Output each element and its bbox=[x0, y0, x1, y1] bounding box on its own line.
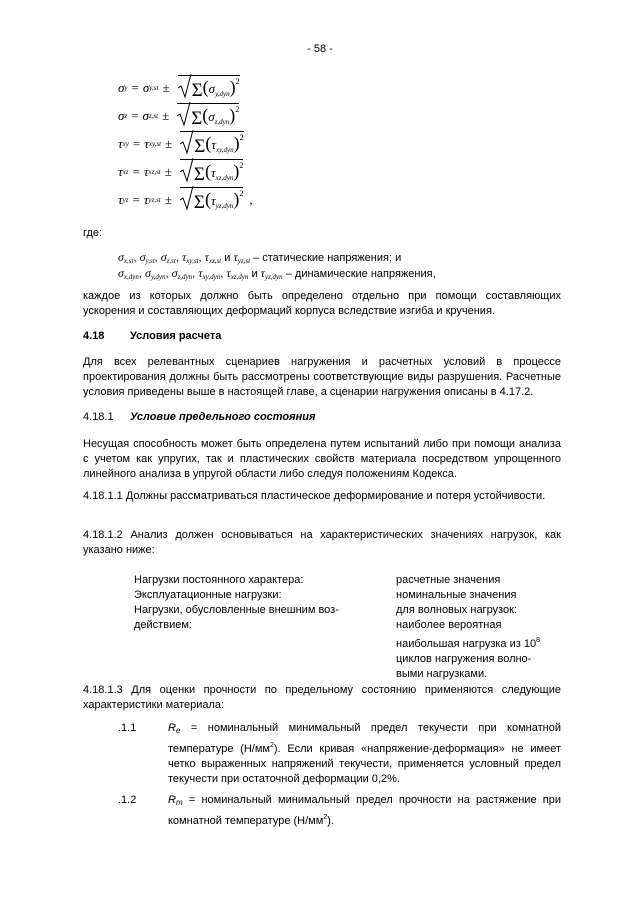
item-text-part: ). Если кривая «напряжение-деформация» не имеет четко выраженных напряжений текучести, применяется условный предел текучести при остаточной деформации 0,2%. bbox=[168, 743, 562, 785]
sqrt-icon: $\Sigma(\sigma_{z,dyn})^2$ bbox=[177, 103, 239, 130]
formula-inner: τ bbox=[210, 164, 216, 180]
formula-op: ± bbox=[162, 108, 170, 123]
formula-lhs-sub: z bbox=[124, 112, 128, 120]
symbol-subscript: m bbox=[175, 798, 183, 807]
formula-rhs-sub: yz,st bbox=[148, 196, 161, 204]
formula-lhs: τ bbox=[118, 192, 123, 207]
formula-inner-sub: z,dyn bbox=[214, 117, 230, 126]
formula-rhs-sub: xz,st bbox=[148, 168, 161, 176]
definition-text: – динамические напряжения, bbox=[285, 268, 436, 280]
formula-lhs-sub: xy bbox=[122, 140, 129, 148]
formula-inner-sub: y,dyn bbox=[215, 89, 230, 98]
stress-symbol: σz,dyn bbox=[171, 266, 193, 281]
formula-rhs-sub: xy,st bbox=[148, 140, 162, 148]
formula-lhs: σ bbox=[118, 108, 125, 123]
formula-rhs: τ bbox=[144, 136, 149, 151]
static-stress-definition: σx,st, σy,st, σz,st, τxy,st, τxz,st и τyz,st – статические напряжения; и bbox=[118, 250, 402, 265]
loads-right-line: циклов нагружения волно- bbox=[396, 653, 532, 665]
loads-left-line: Нагрузки постоянного характера: bbox=[134, 574, 304, 586]
formula-lhs-sub: xz bbox=[122, 168, 129, 176]
stress-symbol: τxy,dyn bbox=[198, 266, 221, 281]
paragraph-4-18-1-2: 4.18.1.2 Анализ должен основываться на характеристических значениях нагрузок, как указано ниже: bbox=[83, 529, 561, 556]
loads-right-line: наиболее вероятная bbox=[396, 619, 502, 631]
dynamic-stress-definition: σx,dyn, σy,dyn, σz,dyn, τxy,dyn, τxz,dyn и τyz,dyn – динамические напряжения, bbox=[118, 266, 436, 281]
formula-op: ± bbox=[165, 136, 173, 151]
loads-right-column bbox=[396, 573, 566, 682]
formula-lhs: τ bbox=[118, 136, 123, 151]
and-word: и bbox=[224, 252, 231, 264]
exponent: 8 bbox=[536, 637, 540, 644]
stress-symbol: τyz,dyn bbox=[260, 266, 283, 281]
sqrt-icon: $\Sigma(\tau_{xy,dyn})^2$ bbox=[180, 131, 243, 158]
formula-inner-sub: yz,dyn bbox=[215, 201, 234, 210]
stress-symbol: τxz,st bbox=[204, 250, 222, 265]
formula-inner-sub: xz,dyn bbox=[215, 173, 234, 182]
and-word: и bbox=[251, 268, 258, 280]
loads-right-line: выми нагрузками. bbox=[396, 668, 488, 680]
paragraph-4-18-1-1: 4.18.1.1 Должны рассматриваться пластическое деформирование и потеря устойчивости. bbox=[83, 490, 546, 502]
formula-inner: τ bbox=[210, 192, 216, 208]
paragraph-each: каждое из которых должно быть определено отдельно при помощи составляющих ускорения и составляющих деформаций корпуса вследствие изгиба и кручения. bbox=[83, 290, 561, 317]
stress-symbol: τxy,st bbox=[181, 250, 199, 265]
item-number-1-1: .1.1 bbox=[118, 722, 137, 734]
section-number-4-18: 4.18 bbox=[83, 330, 105, 342]
stress-symbol: σy,st bbox=[139, 250, 155, 265]
stress-symbol: σx,dyn bbox=[118, 266, 139, 281]
formula-lhs: σ bbox=[118, 80, 125, 95]
formula-lhs-sub: yz bbox=[122, 196, 129, 204]
loads-left-line: Нагрузки, обусловленные внешним воз- bbox=[134, 604, 339, 616]
exponent: 2 bbox=[269, 742, 274, 749]
loads-right-line: расчетные значения bbox=[396, 574, 501, 586]
formula-row: τ yz = τ yz,st ± $\Sigma(\tau_{yz,dyn})^2$ , bbox=[118, 186, 253, 214]
definition-text: – статические напряжения; и bbox=[253, 252, 402, 264]
stress-symbol: σx,st bbox=[118, 250, 134, 265]
formula-inner-sub: xy,dyn bbox=[215, 145, 234, 154]
loads-left-line: Эксплуатационные нагрузки: bbox=[134, 589, 282, 601]
formula-op: ± bbox=[162, 80, 170, 95]
formula-lhs: τ bbox=[118, 164, 123, 179]
formula-tail: , bbox=[249, 192, 253, 207]
paragraph-4-18-1: Несущая способность может быть определена путем испытаний либо при помощи анализа с учетом как упругих, так и пластических свойств материала посредством упрощенного линейного анализа в упругой области либо следуя положениям Кодекса. bbox=[83, 438, 561, 480]
stress-symbol: σz,st bbox=[160, 250, 176, 265]
item-number-1-2: .1.2 bbox=[118, 794, 137, 806]
loads-right-line: для волновых нагрузок: bbox=[396, 604, 517, 616]
stress-symbol: τyz,st bbox=[233, 250, 251, 265]
item-text-part: = номинальный минимальный предел прочности на растяжение при комнатной температуре (Н/мм bbox=[168, 794, 561, 827]
formula-op: ± bbox=[164, 164, 172, 179]
formula-inner: σ bbox=[208, 80, 216, 96]
formula-rhs: τ bbox=[143, 164, 149, 179]
formula-rhs: σ bbox=[142, 108, 149, 123]
where-label: где: bbox=[83, 227, 103, 239]
formula-rhs: τ bbox=[143, 192, 149, 207]
formula-rhs: σ bbox=[142, 80, 150, 95]
formula-row: σ y = σ y,st ± $\Sigma(\sigma_{y,dyn})^2$ bbox=[118, 74, 246, 102]
exponent: 2 bbox=[323, 814, 328, 821]
section-title-4-18-1: Условие предельного состояния bbox=[130, 411, 316, 423]
formula-row: τ xz = τ xz,st ± $\Sigma(\tau_{xz,dyn})^2$ bbox=[118, 158, 249, 186]
section-title-4-18: Условия расчета bbox=[130, 330, 222, 342]
loads-left-column bbox=[134, 573, 374, 633]
loads-right-line bbox=[396, 633, 566, 652]
formula-rhs-sub: y,st bbox=[149, 84, 159, 92]
item-text-part: = номинальный минимальный предел текучести при комнатной температуре (Н/мм bbox=[168, 722, 561, 755]
formula-inner: τ bbox=[211, 136, 216, 152]
symbol-subscript: e bbox=[175, 726, 181, 735]
sqrt-icon: $\Sigma(\tau_{yz,dyn})^2$ bbox=[180, 187, 243, 214]
symbol: R bbox=[168, 722, 176, 734]
formula-inner: σ bbox=[208, 108, 215, 124]
loads-left-line: действием: bbox=[134, 619, 192, 631]
page-number: - 58 - bbox=[307, 43, 333, 55]
item-text-part: ). bbox=[327, 815, 334, 827]
paragraph-4-18-1-3: 4.18.1.3 Для оценки прочности по предельному состоянию применяются следующие характеристики материала: bbox=[83, 684, 561, 711]
formula-lhs-sub: y bbox=[124, 84, 128, 92]
formula-op: ± bbox=[164, 192, 172, 207]
loads-right-text: наибольшая нагрузка из 10 bbox=[396, 638, 537, 650]
stress-symbol: σy,dyn bbox=[145, 266, 166, 281]
symbol: R bbox=[168, 794, 176, 806]
formula-row: τ xy = τ xy,st ± $\Sigma(\tau_{xy,dyn})^2$ bbox=[118, 130, 250, 158]
paragraph-4-18: Для всех релевантных сценариев нагружения и расчетных условий в процессе проектирования должны быть рассмотрены соответствующие виды разрушения. Расчетные условия приведены выше в настоящей главе, а сценарии нагружения описаны в 4.17.2. bbox=[83, 356, 561, 398]
sqrt-icon: $\Sigma(\tau_{xz,dyn})^2$ bbox=[180, 159, 243, 186]
item-text-1-2 bbox=[168, 793, 561, 829]
formula-rhs-sub: z,st bbox=[148, 112, 159, 120]
stress-symbol: τxz,dyn bbox=[226, 266, 249, 281]
loads-right-line: номинальные значения bbox=[396, 589, 517, 601]
formula-row: σ z = σ z,st ± $\Sigma(\sigma_{z,dyn})^2$ bbox=[118, 102, 245, 130]
section-number-4-18-1: 4.18.1 bbox=[83, 411, 114, 423]
item-text-1-1 bbox=[168, 721, 561, 787]
sqrt-icon: $\Sigma(\sigma_{y,dyn})^2$ bbox=[178, 75, 240, 102]
